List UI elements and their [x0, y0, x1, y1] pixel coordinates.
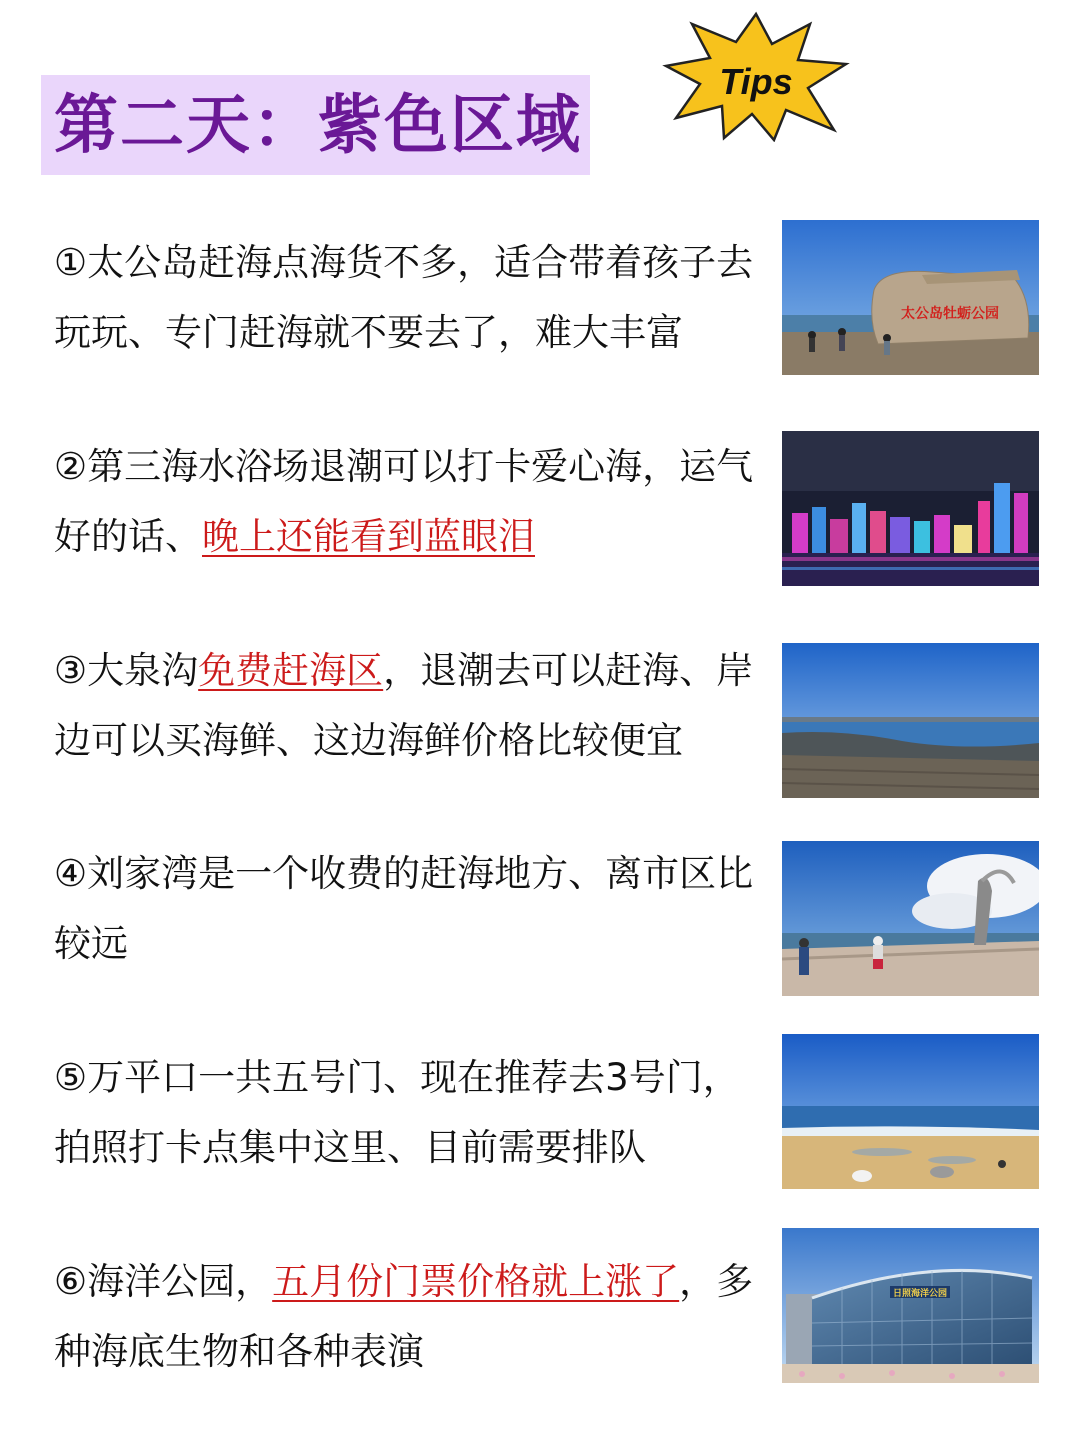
svg-text:日照海洋公园: 日照海洋公园 [892, 1289, 948, 1299]
tip-item-1 [54, 228, 754, 368]
item-text: 刘家湾是一个收费的赶海地方、离市区比较远 [54, 852, 754, 965]
item-text: ，退潮去可以赶海、岸边可以买海鲜、这边海鲜价格比较便宜 [54, 649, 754, 762]
tips-star-badge [662, 10, 850, 142]
tips-label: Tips [719, 61, 793, 102]
photo-night-skyline [782, 431, 1039, 586]
tip-item-4 [54, 839, 754, 979]
night-skyline-photo-icon [782, 431, 1039, 586]
item-text: 海洋公园， [87, 1260, 273, 1303]
tip-item-2 [54, 432, 754, 572]
item-marker: ② [54, 445, 88, 488]
tip-item-5 [54, 1043, 754, 1183]
item-marker: ⑥ [54, 1260, 88, 1303]
item-text: 太公岛赶海点海货不多，适合带着孩子去玩玩、专门赶海就不要去了，难大丰富 [54, 241, 754, 354]
item-text: ，多种海底生物和各种表演 [54, 1260, 754, 1373]
photo-wanpingkou [782, 1034, 1039, 1189]
highlight-text: 免费赶海区 [198, 649, 384, 692]
photo-taigongdao [782, 220, 1039, 375]
item-marker: ④ [54, 852, 88, 895]
highlight-text: 晚上还能看到蓝眼泪 [202, 515, 535, 558]
photo-ocean-park [782, 1228, 1039, 1383]
page-title: 第二天：紫色区域 [54, 89, 582, 163]
item-marker: ③ [54, 649, 88, 692]
item-text: 第三海水浴场退潮可以打卡爱心海，运气好的话、 [54, 445, 754, 558]
item-marker: ① [54, 241, 88, 284]
item-marker: ⑤ [54, 1056, 88, 1099]
tip-item-3 [54, 636, 754, 776]
beach-rock-photo-icon [782, 220, 1039, 375]
photo-liujiawan [782, 841, 1039, 996]
svg-text:太公岛牡蛎公园: 太公岛牡蛎公园 [901, 306, 999, 322]
photo-daquangou [782, 643, 1039, 798]
ocean-park-building-photo-icon [782, 1228, 1039, 1383]
rocky-shore-photo-icon [782, 643, 1039, 798]
boardwalk-sculpture-photo-icon [782, 841, 1039, 996]
sandy-beach-photo-icon [782, 1034, 1039, 1189]
item-text: 大泉沟 [87, 649, 199, 692]
item-text: 万平口一共五号门、现在推荐去3号门，拍照打卡点集中这里、目前需要排队 [54, 1056, 740, 1169]
highlight-text: 五月份门票价格就上涨了 [272, 1260, 680, 1303]
tip-item-6 [54, 1247, 754, 1387]
